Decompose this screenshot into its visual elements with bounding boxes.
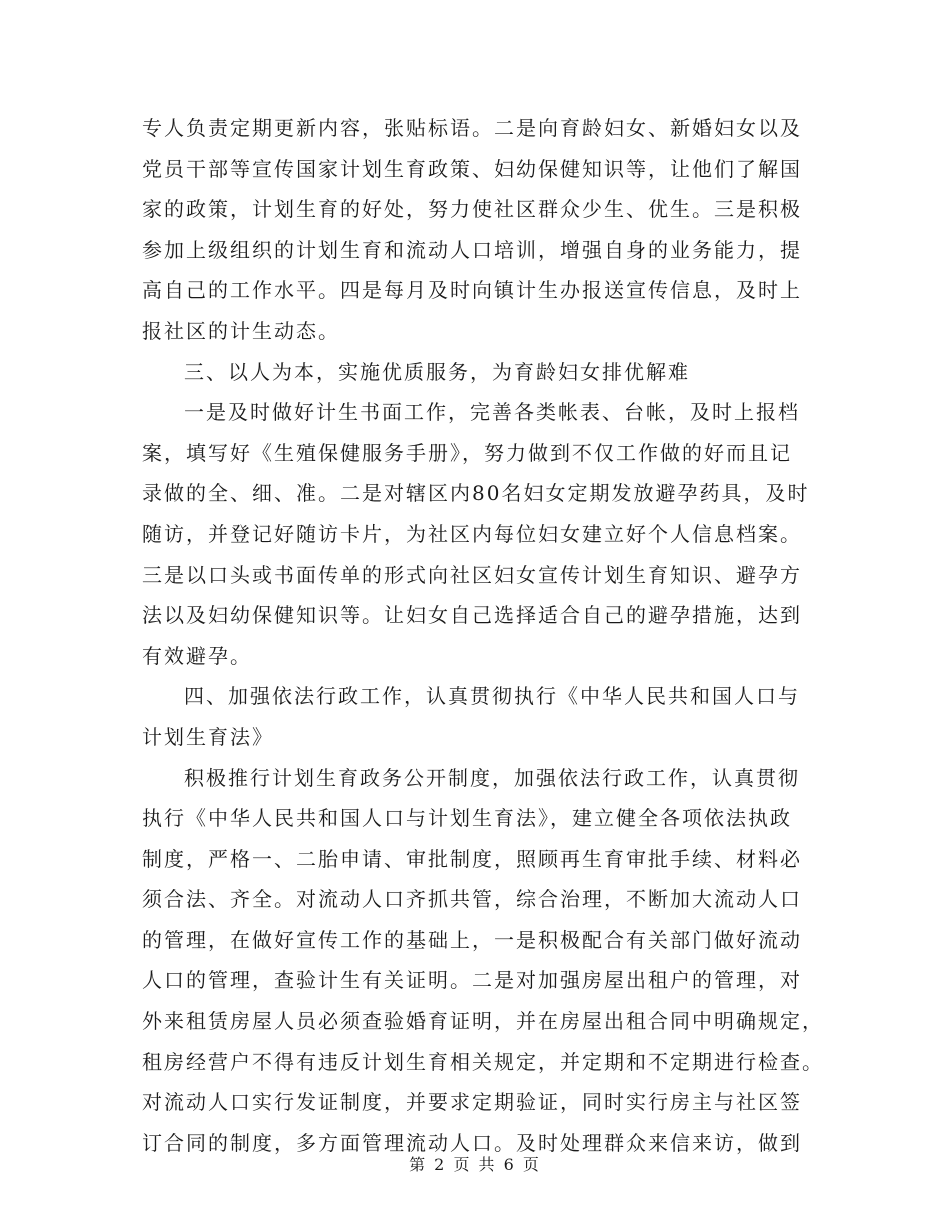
paragraph-line: 法以及妇幼保健知识等。让妇女自己选择适合自己的避孕措施，达到 bbox=[142, 603, 802, 628]
paragraph-line: 录做的全、细、准。二是对辖区内80名妇女定期发放避孕药具，及时 bbox=[142, 481, 810, 506]
paragraph-line: 执行《中华人民共和国人口与计划生育法》，建立健全各项依法执政 bbox=[142, 806, 792, 831]
paragraph-line: 外来租赁房屋人员必须查验婚育证明，并在房屋出租合同中明确规定， bbox=[142, 1009, 824, 1034]
paragraph-line: 家的政策，计划生育的好处，努力使社区群众少生、优生。三是积极 bbox=[142, 197, 802, 222]
section-heading: 三、以人为本，实施优质服务，为育龄妇女排优解难 bbox=[184, 359, 690, 384]
paragraph-line: 三是以口头或书面传单的形式向社区妇女宣传计划生育知识、避孕方 bbox=[142, 562, 802, 587]
document-body bbox=[142, 108, 824, 1163]
paragraph-line: 高自己的工作水平。四是每月及时向镇计生办报送宣传信息，及时上 bbox=[142, 278, 802, 303]
paragraph-line: 的管理，在做好宣传工作的基础上，一是积极配合有关部门做好流动 bbox=[142, 927, 802, 952]
paragraph-line: 案，填写好《生殖保健服务手册》，努力做到不仅工作做的好而且记 bbox=[142, 440, 792, 465]
paragraph-line: 须合法、齐全。对流动人口齐抓共管，综合治理，不断加大流动人口 bbox=[142, 887, 802, 912]
section-heading: 四、加强依法行政工作，认真贯彻执行《中华人民共和国人口与 bbox=[184, 684, 800, 709]
paragraph-line: 随访，并登记好随访卡片，为社区内每位妇女建立好个人信息档案。 bbox=[142, 521, 802, 546]
section-heading: 计划生育法》 bbox=[142, 724, 274, 749]
paragraph-line: 党员干部等宣传国家计划生育政策、妇幼保健知识等，让他们了解国 bbox=[142, 156, 802, 181]
paragraph-line: 一是及时做好计生书面工作，完善各类帐表、台帐，及时上报档 bbox=[184, 400, 800, 425]
paragraph-line: 参加上级组织的计划生育和流动人口培训，增强自身的业务能力，提 bbox=[142, 237, 802, 262]
paragraph-line: 订合同的制度，多方面管理流动人口。及时处理群众来信来访，做到 bbox=[142, 1130, 802, 1155]
page-footer: 第 2 页 共 6 页 bbox=[409, 1155, 541, 1174]
paragraph-line: 人口的管理，查验计生有关证明。二是对加强房屋出租户的管理，对 bbox=[142, 968, 802, 993]
paragraph-line: 租房经营户不得有违反计划生育相关规定，并定期和不定期进行检查。 bbox=[142, 1049, 824, 1074]
paragraph-line: 报社区的计生动态。 bbox=[142, 318, 340, 343]
paragraph-line: 对流动人口实行发证制度，并要求定期验证，同时实行房主与社区签 bbox=[142, 1090, 802, 1115]
paragraph-line: 制度，严格一、二胎申请、审批制度，照顾再生育审批手续、材料必 bbox=[142, 846, 802, 871]
paragraph-line: 有效避孕。 bbox=[142, 643, 252, 668]
paragraph-line: 专人负责定期更新内容，张贴标语。二是向育龄妇女、新婚妇女以及 bbox=[142, 116, 802, 140]
paragraph-line: 积极推行计划生育政务公开制度，加强依法行政工作，认真贯彻 bbox=[184, 765, 800, 790]
